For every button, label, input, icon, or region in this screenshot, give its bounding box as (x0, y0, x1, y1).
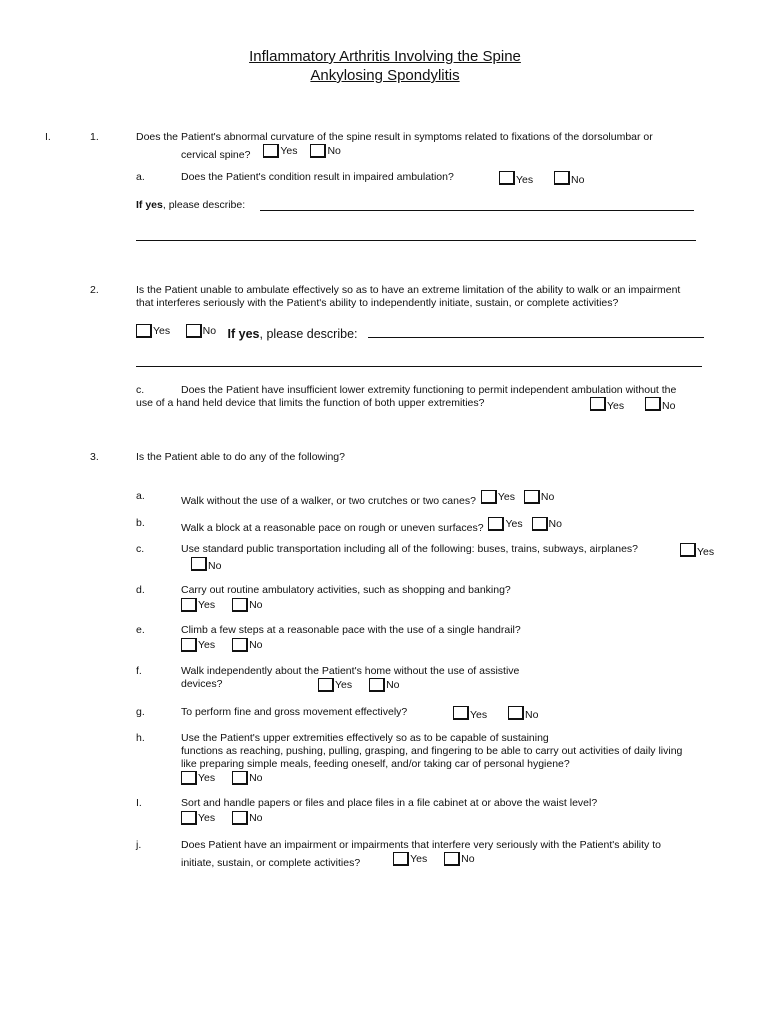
checkbox-icon[interactable] (181, 771, 197, 785)
checkbox-icon[interactable] (232, 598, 248, 612)
no-label: No (249, 638, 263, 651)
checkbox-icon[interactable] (481, 490, 497, 504)
question-2-number: 2. (90, 284, 99, 296)
q3-item-letter: j. (136, 839, 142, 851)
checkbox-icon[interactable] (232, 771, 248, 785)
q3-item-row (181, 490, 554, 508)
q2c-yes-option[interactable] (590, 397, 624, 413)
q3-item-text: Carry out routine ambulatory activities, such as shopping and banking? (181, 584, 511, 596)
checkbox-icon[interactable] (191, 557, 207, 571)
q3g-no-option[interactable] (508, 706, 538, 722)
q3a-no-option[interactable] (524, 490, 554, 504)
q3-item-text-line2: initiate, sustain, or complete activities? (181, 857, 361, 869)
q3-item-text: To perform fine and gross movement effectively? (181, 706, 408, 718)
q3g-yes-option[interactable] (453, 706, 487, 722)
q3-item-letter: c. (136, 543, 145, 555)
q3-item-text: Use standard public transportation including all of the following: buses, trains, subways, airplanes? (181, 543, 639, 555)
q3e-no-option[interactable] (232, 638, 262, 652)
question-1-text-cont (181, 144, 341, 162)
q3-item-letter: f. (136, 665, 142, 677)
yes-label: Yes (497, 490, 515, 503)
q3-item-letter: e. (136, 624, 145, 636)
q1-ifyes-label (136, 199, 245, 212)
section-number: I. (45, 131, 51, 143)
checkbox-icon[interactable] (590, 397, 606, 411)
q3h-no-option[interactable] (232, 771, 262, 785)
q3-item-letter: h. (136, 732, 145, 744)
q1a-no-option[interactable] (554, 171, 584, 187)
q2-describe-line-1[interactable] (368, 337, 704, 338)
yes-label: Yes (198, 771, 216, 784)
checkbox-icon[interactable] (524, 490, 540, 504)
ifyes-bold: If yes (136, 199, 163, 211)
q3i-answer-row (181, 811, 263, 829)
yes-label: Yes (697, 546, 715, 558)
checkbox-icon[interactable] (488, 517, 504, 531)
q3-item-text-line2: devices? (181, 678, 223, 690)
checkbox-icon[interactable] (453, 706, 469, 720)
q3-item-text: Walk independently about the Patient's home without the use of assistive (181, 665, 520, 677)
q3d-answer-row (181, 598, 263, 616)
q3e-yes-option[interactable] (181, 638, 215, 652)
question-2-text-line2: that interferes seriously with the Patient's ability to independently initiate, sustain, or complete activities? (136, 297, 619, 309)
q3-item-text: Walk a block at a reasonable pace on rough or uneven surfaces? (181, 522, 484, 534)
yes-label: Yes (607, 400, 625, 412)
ifyes-rest: , please describe: (162, 199, 246, 211)
q3-item-row (181, 517, 562, 535)
no-label: No (571, 174, 585, 186)
question-1-number: 1. (90, 131, 99, 143)
q2-no-option[interactable] (186, 324, 216, 338)
yes-label: Yes (198, 598, 216, 611)
form-title-line2: Ankylosing Spondylitis (310, 67, 460, 84)
question-2-text-line1: Is the Patient unable to ambulate effectively so as to have an extreme limitation of the ability to walk or an impairment (136, 284, 681, 296)
no-label: No (386, 678, 400, 691)
q1-yes-option[interactable] (263, 144, 297, 158)
checkbox-icon[interactable] (232, 811, 248, 825)
question-3-number: 3. (90, 451, 99, 463)
q3d-yes-option[interactable] (181, 598, 215, 612)
checkbox-icon[interactable] (369, 678, 385, 692)
yes-label: Yes (198, 638, 216, 651)
q3h-answer-row (181, 771, 263, 789)
q2-ifyes-label (228, 327, 358, 341)
checkbox-icon[interactable] (393, 852, 409, 866)
q3f-yes-option[interactable] (318, 678, 352, 692)
q3-item-text: Walk without the use of a walker, or two crutches or two canes? (181, 495, 476, 507)
yes-label: Yes (410, 852, 428, 865)
no-label: No (327, 144, 341, 157)
yes-label: Yes (470, 709, 488, 721)
q3-item-letter: I. (136, 797, 142, 809)
checkbox-icon[interactable] (181, 638, 197, 652)
q3-item-text-line2: functions as reaching, pushing, pulling, grasping, and fingering to be able to carry out activities of daily living (181, 745, 683, 757)
q3i-yes-option[interactable] (181, 811, 215, 825)
q3-item-text: Does Patient have an impairment or impairments that interfere very seriously with the Patient's ability to (181, 839, 661, 851)
no-label: No (525, 709, 539, 721)
no-label: No (548, 517, 562, 530)
q1-no-option[interactable] (310, 144, 340, 158)
no-label: No (208, 560, 222, 572)
yes-label: Yes (516, 174, 534, 186)
q1a-yes-option[interactable] (499, 171, 533, 187)
ifyes-bold: If yes (227, 327, 260, 341)
q3b-yes-option[interactable] (488, 517, 522, 531)
checkbox-icon[interactable] (181, 598, 197, 612)
q3-item-text: Climb a few steps at a reasonable pace with the use of a single handrail? (181, 624, 521, 636)
q3f-answer-row (318, 678, 400, 696)
checkbox-icon[interactable] (318, 678, 334, 692)
q3-item-text-line3: like preparing simple meals, feeding oneself, and/or taking car of personal hygiene? (181, 758, 570, 770)
checkbox-icon[interactable] (499, 171, 515, 185)
q3-item-letter: g. (136, 706, 145, 718)
q2c-text-line2: use of a hand held device that limits the function of both upper extremities? (136, 397, 485, 409)
q3h-yes-option[interactable] (181, 771, 215, 785)
form-title-line1: Inflammatory Arthritis Involving the Spine (249, 48, 521, 65)
q1a-text: Does the Patient's condition result in impaired ambulation? (181, 171, 454, 183)
q3-item-letter: b. (136, 517, 145, 529)
question-1-text: Does the Patient's abnormal curvature of the spine result in symptoms related to fixations of the dorsolumbar or (136, 131, 653, 143)
q3-item-letter: a. (136, 490, 145, 502)
checkbox-icon[interactable] (554, 171, 570, 185)
no-label: No (249, 811, 263, 824)
q3d-no-option[interactable] (232, 598, 262, 612)
question-1-text-line2: cervical spine? (181, 149, 251, 161)
checkbox-icon[interactable] (263, 144, 279, 158)
checkbox-icon[interactable] (680, 543, 696, 557)
no-label: No (662, 400, 676, 412)
q3j-yes-option[interactable] (393, 852, 427, 866)
q3-item-letter: d. (136, 584, 145, 596)
q2-yes-option[interactable] (136, 324, 170, 338)
no-label: No (249, 598, 263, 611)
q3-item-text: Use the Patient's upper extremities effectively so as to be capable of sustaining (181, 732, 549, 744)
q1-describe-line-1[interactable] (260, 210, 694, 211)
q1a-letter: a. (136, 171, 145, 183)
question-3-text: Is the Patient able to do any of the following? (136, 451, 345, 463)
q3b-no-option[interactable] (532, 517, 562, 531)
q3f-no-option[interactable] (369, 678, 399, 692)
q3c-yes-option[interactable] (680, 543, 714, 559)
q3e-answer-row (181, 638, 263, 656)
q3c-no-option[interactable] (191, 557, 221, 573)
yes-label: Yes (505, 517, 523, 530)
checkbox-icon[interactable] (508, 706, 524, 720)
q3a-yes-option[interactable] (481, 490, 515, 504)
q2-describe-line-2[interactable] (136, 366, 702, 367)
no-label: No (202, 324, 217, 337)
q3j-no-option[interactable] (444, 852, 474, 866)
q3-item-text: Sort and handle papers or files and place files in a file cabinet at or above the waist level? (181, 797, 598, 809)
yes-label: Yes (335, 678, 353, 691)
q1-describe-line-2[interactable] (136, 240, 696, 241)
no-label: No (461, 852, 475, 865)
q2c-letter: c. (136, 384, 145, 396)
checkbox-icon[interactable] (232, 638, 248, 652)
q3j-answer-row (181, 852, 475, 870)
q2c-text-line1: Does the Patient have insufficient lower extremity functioning to permit independent ambulation without the (181, 384, 677, 396)
no-label: No (249, 771, 263, 784)
checkbox-icon[interactable] (136, 324, 152, 338)
yes-label: Yes (198, 811, 216, 824)
yes-label: Yes (280, 144, 298, 157)
no-label: No (540, 490, 555, 503)
checkbox-icon[interactable] (310, 144, 326, 158)
checkbox-icon[interactable] (645, 397, 661, 411)
checkbox-icon[interactable] (444, 852, 460, 866)
q2-answer-row (136, 324, 358, 341)
q2c-no-option[interactable] (645, 397, 675, 413)
checkbox-icon[interactable] (186, 324, 202, 338)
checkbox-icon[interactable] (181, 811, 197, 825)
ifyes-rest: , please describe: (259, 327, 358, 341)
checkbox-icon[interactable] (532, 517, 548, 531)
yes-label: Yes (153, 324, 171, 337)
q3i-no-option[interactable] (232, 811, 262, 825)
